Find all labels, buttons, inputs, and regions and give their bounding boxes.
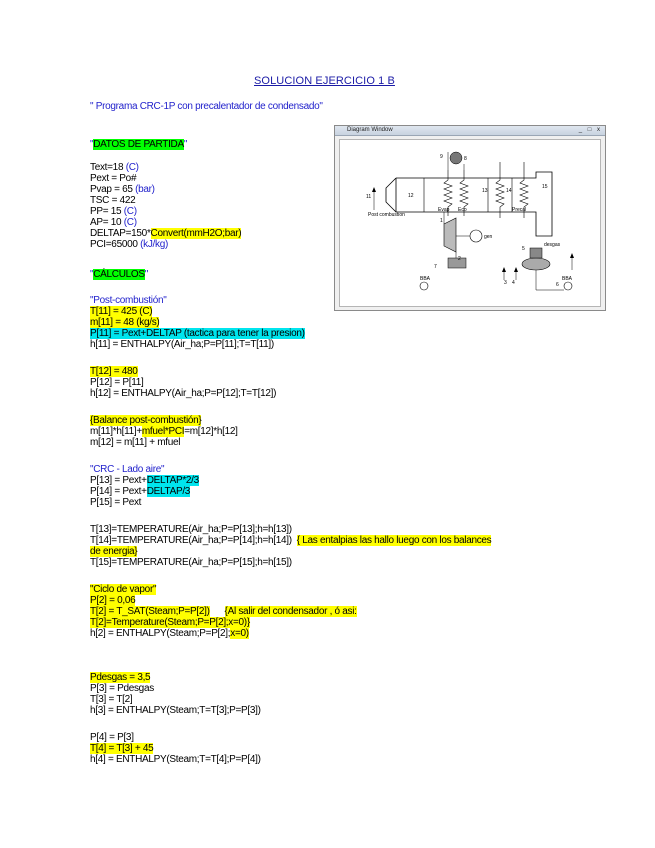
code: Pdesgas = 3,5 — [90, 672, 151, 683]
label-preca: Precal — [512, 207, 527, 213]
code: m[11]*h[11]+ — [90, 426, 142, 437]
code: Pvap = 65 — [90, 184, 136, 195]
diagram-window-title: Diagram Window — [347, 127, 393, 133]
unit: (C) — [125, 162, 139, 173]
drum-icon — [450, 152, 462, 164]
plant-diagram — [340, 140, 600, 306]
label-post: Post combustion — [368, 212, 405, 218]
line-t12 — [90, 366, 138, 377]
label-2: 2 — [458, 256, 461, 262]
line-balance — [90, 415, 201, 426]
program-comment — [90, 101, 323, 112]
code-highlight: DELTAP/3 — [146, 486, 191, 497]
quote: " — [183, 139, 188, 150]
line-t4 — [90, 743, 153, 754]
vapor-header — [90, 584, 156, 595]
label-12: 12 — [408, 193, 414, 199]
crc-header: "CRC - Lado aire" — [90, 464, 165, 475]
calc-header — [90, 269, 148, 280]
post-header: "Post-combustión" — [90, 295, 167, 306]
page-title: SOLUCION EJERCICIO 1 B — [254, 75, 395, 87]
line-h3: h[3] = ENTHALPY(Steam;T=T[3];P=P[3]) — [90, 705, 261, 716]
code: m[11] = 48 (kg/s) — [90, 317, 160, 328]
diagram-window-screenshot — [334, 125, 606, 311]
line-p13 — [90, 475, 199, 486]
line-p11 — [90, 328, 305, 339]
line-h12: h[12] = ENTHALPY(Air_ha;P=P[12];T=T[12]) — [90, 388, 277, 399]
quote: " — [90, 139, 94, 150]
code: T[2] = T_SAT(Steam;P=P[2]) — [90, 606, 210, 617]
line-t2-alt — [90, 617, 250, 628]
comment: T[2]=Temperature(Steam;P=P[2];x=0)} — [90, 617, 250, 628]
line-p4: P[4] = P[3] — [90, 732, 134, 743]
line-deltap — [90, 228, 241, 239]
line-p2 — [90, 595, 135, 606]
line-text — [90, 162, 139, 173]
line-m12: m[12] = m[11] + mfuel — [90, 437, 181, 448]
generator-icon — [470, 230, 482, 242]
quote: " — [144, 269, 149, 280]
code: =m[12]*h[12] — [184, 426, 238, 437]
line-t15: T[15]=TEMPERATURE(Air_ha;P=P[15];h=h[15]) — [90, 557, 292, 568]
convert: Convert(mmH2O;bar) — [150, 228, 242, 239]
pump-icon — [420, 282, 428, 290]
datos-header — [90, 139, 187, 150]
code: T[11] = 425 (C) — [90, 306, 153, 317]
line-pci — [90, 239, 168, 250]
program-text: " Programa CRC-1P con precalentador de condensado" — [90, 101, 323, 112]
arrow-head — [514, 267, 518, 272]
line-p14 — [90, 486, 190, 497]
comment: de energia} — [90, 546, 138, 557]
label-13: 13 — [482, 188, 488, 194]
line-p3: P[3] = Pdesgas — [90, 683, 154, 694]
window-controls: _ □ x — [578, 127, 602, 133]
line-m11 — [90, 317, 159, 328]
duct-inlet — [386, 178, 396, 212]
label-eco: Eco — [458, 207, 467, 213]
line-tsc: TSC = 422 — [90, 195, 136, 206]
quote: " — [90, 269, 94, 280]
label-desgas: desgas — [544, 242, 561, 248]
arrow-head — [372, 187, 376, 192]
arrow-head — [570, 253, 574, 258]
label-14: 14 — [506, 188, 512, 194]
comment: {Al salir del condensador , ó asi: — [224, 606, 357, 617]
unit: (C) — [123, 206, 137, 217]
pump-icon — [564, 282, 572, 290]
label-5: 5 — [522, 246, 525, 252]
line-comment2 — [90, 546, 137, 557]
line-pext: Pext = Po# — [90, 173, 137, 184]
line-balance-eq — [90, 426, 238, 437]
label-6: 6 — [556, 282, 559, 288]
label-4: 4 — [512, 280, 515, 286]
label-bomba1: BBA — [420, 276, 431, 282]
line-t2 — [90, 606, 357, 617]
code-highlight: x=0) — [230, 628, 249, 639]
code: P[11] = Pext+DELTAP (tactica para tener la presion) — [90, 328, 305, 339]
line-t11 — [90, 306, 152, 317]
label-evap: Evap — [438, 207, 450, 213]
code: T[4] = T[3] + 45 — [90, 743, 154, 754]
condenser-icon — [448, 258, 466, 268]
label-gen: gen — [484, 234, 493, 240]
code: P[13] = Pext+ — [90, 475, 147, 486]
line-ap — [90, 217, 137, 228]
label-8: 8 — [464, 156, 467, 162]
diagram-window-titlebar — [335, 126, 605, 136]
code: DELTAP=150* — [90, 228, 151, 239]
code: PP= 15 — [90, 206, 124, 217]
code: Text=18 — [90, 162, 126, 173]
label-3: 3 — [504, 280, 507, 286]
line-pdesgas — [90, 672, 150, 683]
label-bomba2: BBA — [562, 276, 573, 282]
code: h[2] = ENTHALPY(Steam;P=P[2]; — [90, 628, 231, 639]
line-p15: P[15] = Pext — [90, 497, 142, 508]
calc-header-label: CÁLCULOS — [93, 269, 145, 280]
line-h11: h[11] = ENTHALPY(Air_ha;P=P[11];T=T[11]) — [90, 339, 274, 350]
code: P[2] = 0,06 — [90, 595, 136, 606]
line-pp — [90, 206, 137, 217]
line-p12: P[12] = P[11] — [90, 377, 144, 388]
code: P[14] = Pext+ — [90, 486, 147, 497]
comment: { Las entalpias las hallo luego con los balances — [296, 535, 492, 546]
code-highlight: mfuel*PCI — [141, 426, 185, 437]
label-1: 1 — [440, 218, 443, 224]
datos-header-label: DATOS DE PARTIDA — [93, 139, 184, 150]
label-7: 7 — [434, 264, 437, 270]
diagram-canvas — [339, 139, 601, 307]
turbine-icon — [444, 218, 456, 252]
line-t14 — [90, 535, 491, 546]
code: AP= 10 — [90, 217, 124, 228]
deaerator-tank — [530, 248, 542, 258]
header-text: "Ciclo de vapor" — [90, 584, 157, 595]
code: PCI=65000 — [90, 239, 141, 250]
line-pvap — [90, 184, 155, 195]
code: T[14]=TEMPERATURE(Air_ha;P=P[14];h=h[14]) — [90, 535, 292, 546]
unit: (kJ/kg) — [140, 239, 169, 250]
line-h4: h[4] = ENTHALPY(Steam;T=T[4];P=P[4]) — [90, 754, 261, 765]
unit: (C) — [123, 217, 137, 228]
crc-duct — [396, 172, 552, 236]
label-9: 9 — [440, 154, 443, 160]
label-15: 15 — [542, 184, 548, 190]
deaerator-icon — [522, 258, 550, 270]
coil-preca — [496, 162, 504, 218]
code-highlight: DELTAP*2/3 — [146, 475, 199, 486]
line-t13: T[13]=TEMPERATURE(Air_ha;P=P[13];h=h[13]) — [90, 524, 292, 535]
unit: (bar) — [135, 184, 155, 195]
code: T[12] = 480 — [90, 366, 138, 377]
line-t3: T[3] = T[2] — [90, 694, 133, 705]
label-11: 11 — [366, 194, 372, 200]
comment: {Balance post-combustión} — [90, 415, 202, 426]
line-h2 — [90, 628, 249, 639]
arrow-head — [502, 267, 506, 272]
